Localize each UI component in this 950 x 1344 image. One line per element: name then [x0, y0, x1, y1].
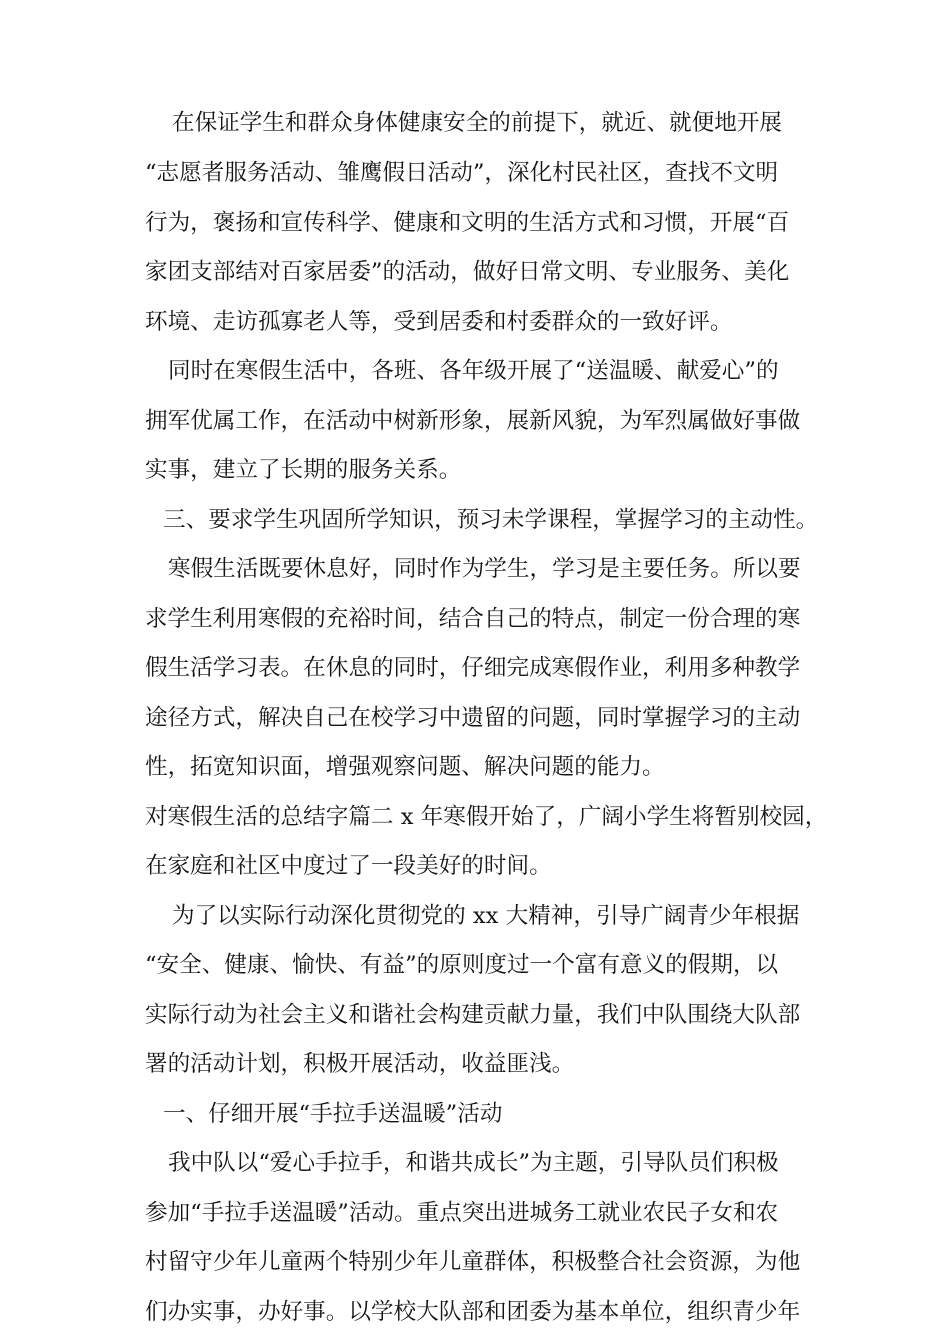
- text-line: 对寒假生活的总结字篇二 x 年寒假开始了，广阔小学生将暂别校园，: [145, 804, 828, 830]
- text-line: 参加“手拉手送温暖”活动。重点突出进城务工就业农民子女和农: [145, 1200, 779, 1226]
- text-line: 实际行动为社会主义和谐社会构建贡献力量，我们中队围绕大队部: [145, 1002, 801, 1028]
- text-line: 环境、走访孤寡老人等，受到居委和村委群众的一致好评。: [145, 309, 733, 335]
- text-line: 性，拓宽知识面，增强观察问题、解决问题的能力。: [145, 754, 665, 780]
- text-line: 实事，建立了长期的服务关系。: [145, 457, 462, 483]
- text-line: 我中队以“爱心手拉手，和谐共成长”为主题，引导队员们积极: [168, 1150, 779, 1176]
- text-line: 家团支部结对百家居委”的活动，做好日常文明、专业服务、美化: [145, 259, 790, 285]
- text-line: 假生活学习表。在休息的同时，仔细完成寒假作业，利用多种教学: [145, 655, 801, 681]
- text-line: 在家庭和社区中度过了一段美好的时间。: [145, 853, 552, 879]
- text-line: 署的活动计划，积极开展活动，收益匪浅。: [145, 1051, 575, 1077]
- text-line: 同时在寒假生活中，各班、各年级开展了“送温暖、献爱心”的: [168, 358, 779, 384]
- text-line: 途径方式，解决自己在校学习中遗留的问题，同时掌握学习的主动: [145, 705, 801, 731]
- text-line: 们办实事，办好事。以学校大队部和团委为基本单位，组织青少年: [145, 1299, 801, 1325]
- text-line: 为了以实际行动深化贯彻党的 xx 大精神，引导广阔青少年根据: [172, 903, 800, 929]
- text-line: 行为，褒扬和宣传科学、健康和文明的生活方式和习惯，开展“百: [145, 210, 790, 236]
- text-line: “志愿者服务活动、雏鹰假日活动”，深化村民社区，查找不文明: [145, 160, 779, 186]
- section-heading: 一、仔细开展“手拉手送温暖”活动: [163, 1101, 503, 1127]
- text-line: 在保证学生和群众身体健康安全的前提下，就近、就便地开展: [172, 110, 783, 136]
- text-line: 拥军优属工作，在活动中树新形象，展新风貌，为军烈属做好事做: [145, 408, 801, 434]
- text-line: 求学生利用寒假的充裕时间，结合自己的特点，制定一份合理的寒: [145, 606, 801, 632]
- text-line: 村留守少年儿童两个特别少年儿童群体，积极整合社会资源，为他: [145, 1249, 801, 1275]
- section-heading: 三、要求学生巩固所学知识，预习未学课程，掌握学习的主动性。: [163, 507, 819, 533]
- text-line: “安全、健康、愉快、有益”的原则度过一个富有意义的假期，以: [145, 952, 779, 978]
- text-line: 寒假生活既要休息好，同时作为学生，学习是主要任务。所以要: [168, 556, 801, 582]
